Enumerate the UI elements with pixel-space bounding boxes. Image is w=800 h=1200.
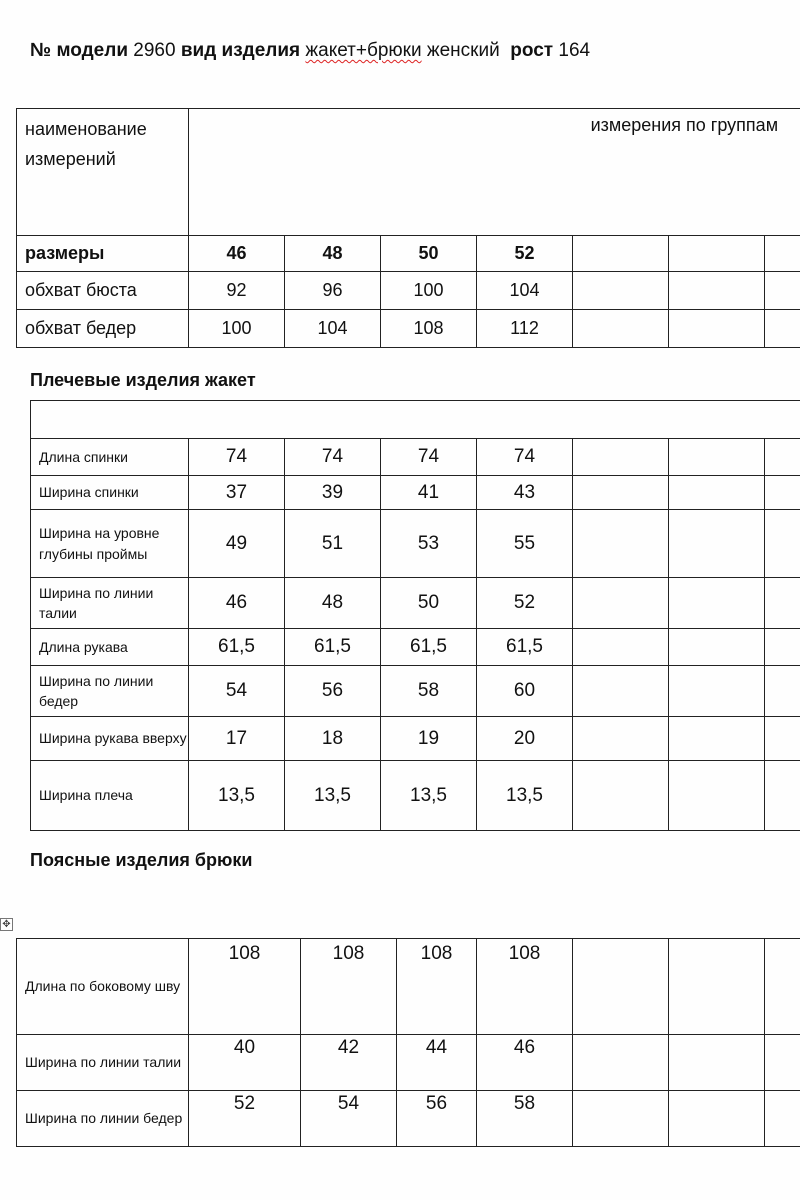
row-label: Ширина по линии талии xyxy=(17,1035,189,1091)
value-cell: 39 xyxy=(285,476,381,510)
empty-cell xyxy=(573,717,669,761)
empty-cell xyxy=(573,629,669,666)
model-value: 2960 xyxy=(133,40,176,61)
value-cell: 52 xyxy=(189,1091,301,1147)
value-cell: 104 xyxy=(285,310,381,348)
table-row xyxy=(17,1091,800,1147)
value-cell: 58 xyxy=(477,1091,573,1147)
row-label: Ширина спинки xyxy=(31,476,189,510)
row-label: Длина по боковому шву xyxy=(17,939,189,1035)
size-cell: 46 xyxy=(189,236,285,272)
empty-cell xyxy=(573,236,669,272)
document-title xyxy=(30,40,590,62)
value-cell: 37 xyxy=(189,476,285,510)
value-cell: 108 xyxy=(397,939,477,1035)
groups-table xyxy=(16,108,800,348)
table-row xyxy=(17,310,800,348)
table-move-handle-icon[interactable]: ✥ xyxy=(0,918,13,931)
value-cell: 44 xyxy=(397,1035,477,1091)
value-cell: 100 xyxy=(189,310,285,348)
empty-cell xyxy=(573,310,669,348)
value-cell: 56 xyxy=(285,666,381,717)
value-cell: 61,5 xyxy=(285,629,381,666)
empty-cell xyxy=(669,272,765,310)
value-cell: 58 xyxy=(381,666,477,717)
table-row xyxy=(17,272,800,310)
empty-cell xyxy=(669,1091,765,1147)
empty-cell xyxy=(573,939,669,1035)
empty-cell xyxy=(669,717,765,761)
value-cell: 17 xyxy=(189,717,285,761)
value-cell: 46 xyxy=(477,1035,573,1091)
table-row xyxy=(31,476,800,510)
table-row xyxy=(17,1035,800,1091)
empty-cell xyxy=(765,1035,800,1091)
value-cell: 100 xyxy=(381,272,477,310)
jacket-table xyxy=(30,400,800,831)
empty-cell xyxy=(573,761,669,831)
empty-cell xyxy=(669,310,765,348)
empty-cell xyxy=(765,1091,800,1147)
empty-cell xyxy=(669,1035,765,1091)
empty-cell xyxy=(765,578,800,629)
value-cell: 60 xyxy=(477,666,573,717)
value-cell: 13,5 xyxy=(381,761,477,831)
value-cell: 18 xyxy=(285,717,381,761)
value-cell: 42 xyxy=(301,1035,397,1091)
empty-cell xyxy=(765,439,800,476)
empty-cell xyxy=(765,666,800,717)
value-cell: 13,5 xyxy=(477,761,573,831)
table-row xyxy=(31,439,800,476)
empty-cell xyxy=(573,439,669,476)
height-label: рост xyxy=(510,40,554,61)
empty-cell xyxy=(765,510,800,578)
value-cell: 54 xyxy=(301,1091,397,1147)
empty-cell xyxy=(669,510,765,578)
row-label: Длина рукава xyxy=(31,629,189,666)
empty-cell xyxy=(573,1035,669,1091)
value-cell: 51 xyxy=(285,510,381,578)
value-cell: 92 xyxy=(189,272,285,310)
trousers-section-title: Поясные изделия брюки xyxy=(30,850,253,870)
value-cell: 48 xyxy=(285,578,381,629)
empty-cell xyxy=(765,717,800,761)
value-cell: 13,5 xyxy=(189,761,285,831)
value-cell: 112 xyxy=(477,310,573,348)
value-cell: 46 xyxy=(189,578,285,629)
table-row xyxy=(31,629,800,666)
value-cell: 108 xyxy=(301,939,397,1035)
value-cell: 61,5 xyxy=(477,629,573,666)
model-label: № модели xyxy=(30,40,128,61)
measurement-name-header: наименование измерений xyxy=(17,109,189,236)
type-value-gender: женский xyxy=(426,40,500,61)
sizes-label: размеры xyxy=(17,236,189,272)
empty-cell xyxy=(765,236,800,272)
value-cell: 49 xyxy=(189,510,285,578)
empty-cell xyxy=(669,666,765,717)
value-cell: 13,5 xyxy=(285,761,381,831)
row-label: Ширина плеча xyxy=(31,761,189,831)
value-cell: 74 xyxy=(189,439,285,476)
size-cell: 52 xyxy=(477,236,573,272)
value-cell: 74 xyxy=(285,439,381,476)
row-label: Ширина по линии талии xyxy=(31,578,189,629)
empty-cell xyxy=(765,272,800,310)
empty-cell xyxy=(765,761,800,831)
table-row xyxy=(31,510,800,578)
empty-header-row xyxy=(31,401,800,439)
value-cell: 20 xyxy=(477,717,573,761)
empty-cell xyxy=(765,476,800,510)
value-cell: 19 xyxy=(381,717,477,761)
size-cell: 50 xyxy=(381,236,477,272)
value-cell: 61,5 xyxy=(189,629,285,666)
empty-cell xyxy=(669,439,765,476)
empty-cell xyxy=(669,761,765,831)
value-cell: 108 xyxy=(477,939,573,1035)
row-label: Ширина по линии бедер xyxy=(17,1091,189,1147)
value-cell: 74 xyxy=(477,439,573,476)
empty-cell xyxy=(573,666,669,717)
groups-header: измерения по группам xyxy=(189,109,800,236)
table-row xyxy=(31,666,800,717)
value-cell: 52 xyxy=(477,578,573,629)
table-row xyxy=(17,939,800,1035)
table-row xyxy=(31,578,800,629)
empty-cell xyxy=(669,578,765,629)
empty-cell xyxy=(669,939,765,1035)
value-cell: 53 xyxy=(381,510,477,578)
value-cell: 108 xyxy=(381,310,477,348)
row-label: Длина спинки xyxy=(31,439,189,476)
empty-cell xyxy=(669,476,765,510)
value-cell: 41 xyxy=(381,476,477,510)
value-cell: 108 xyxy=(189,939,301,1035)
value-cell: 55 xyxy=(477,510,573,578)
empty-cell xyxy=(765,939,800,1035)
empty-cell xyxy=(765,310,800,348)
value-cell: 74 xyxy=(381,439,477,476)
empty-cell xyxy=(669,629,765,666)
row-label: обхват бедер xyxy=(17,310,189,348)
row-label: Ширина рукава вверху xyxy=(31,717,189,761)
empty-cell xyxy=(573,510,669,578)
row-label: обхват бюста xyxy=(17,272,189,310)
empty-cell xyxy=(573,476,669,510)
value-cell: 43 xyxy=(477,476,573,510)
empty-cell xyxy=(669,236,765,272)
value-cell: 104 xyxy=(477,272,573,310)
value-cell: 40 xyxy=(189,1035,301,1091)
empty-cell xyxy=(573,578,669,629)
empty-cell xyxy=(573,272,669,310)
jacket-section-title: Плечевые изделия жакет xyxy=(30,370,256,390)
value-cell: 61,5 xyxy=(381,629,477,666)
trousers-table xyxy=(16,938,800,1147)
height-value: 164 xyxy=(558,40,591,61)
row-label: Ширина по линии бедер xyxy=(31,666,189,717)
table-row xyxy=(31,717,800,761)
value-cell: 56 xyxy=(397,1091,477,1147)
value-cell: 96 xyxy=(285,272,381,310)
empty-cell xyxy=(573,1091,669,1147)
table-row xyxy=(31,761,800,831)
type-value-spellcheck: жакет+брюки xyxy=(305,40,422,61)
row-label: Ширина на уровне глубины проймы xyxy=(31,510,189,578)
empty-cell xyxy=(765,629,800,666)
value-cell: 50 xyxy=(381,578,477,629)
type-label: вид изделия xyxy=(180,40,301,61)
size-cell: 48 xyxy=(285,236,381,272)
value-cell: 54 xyxy=(189,666,285,717)
